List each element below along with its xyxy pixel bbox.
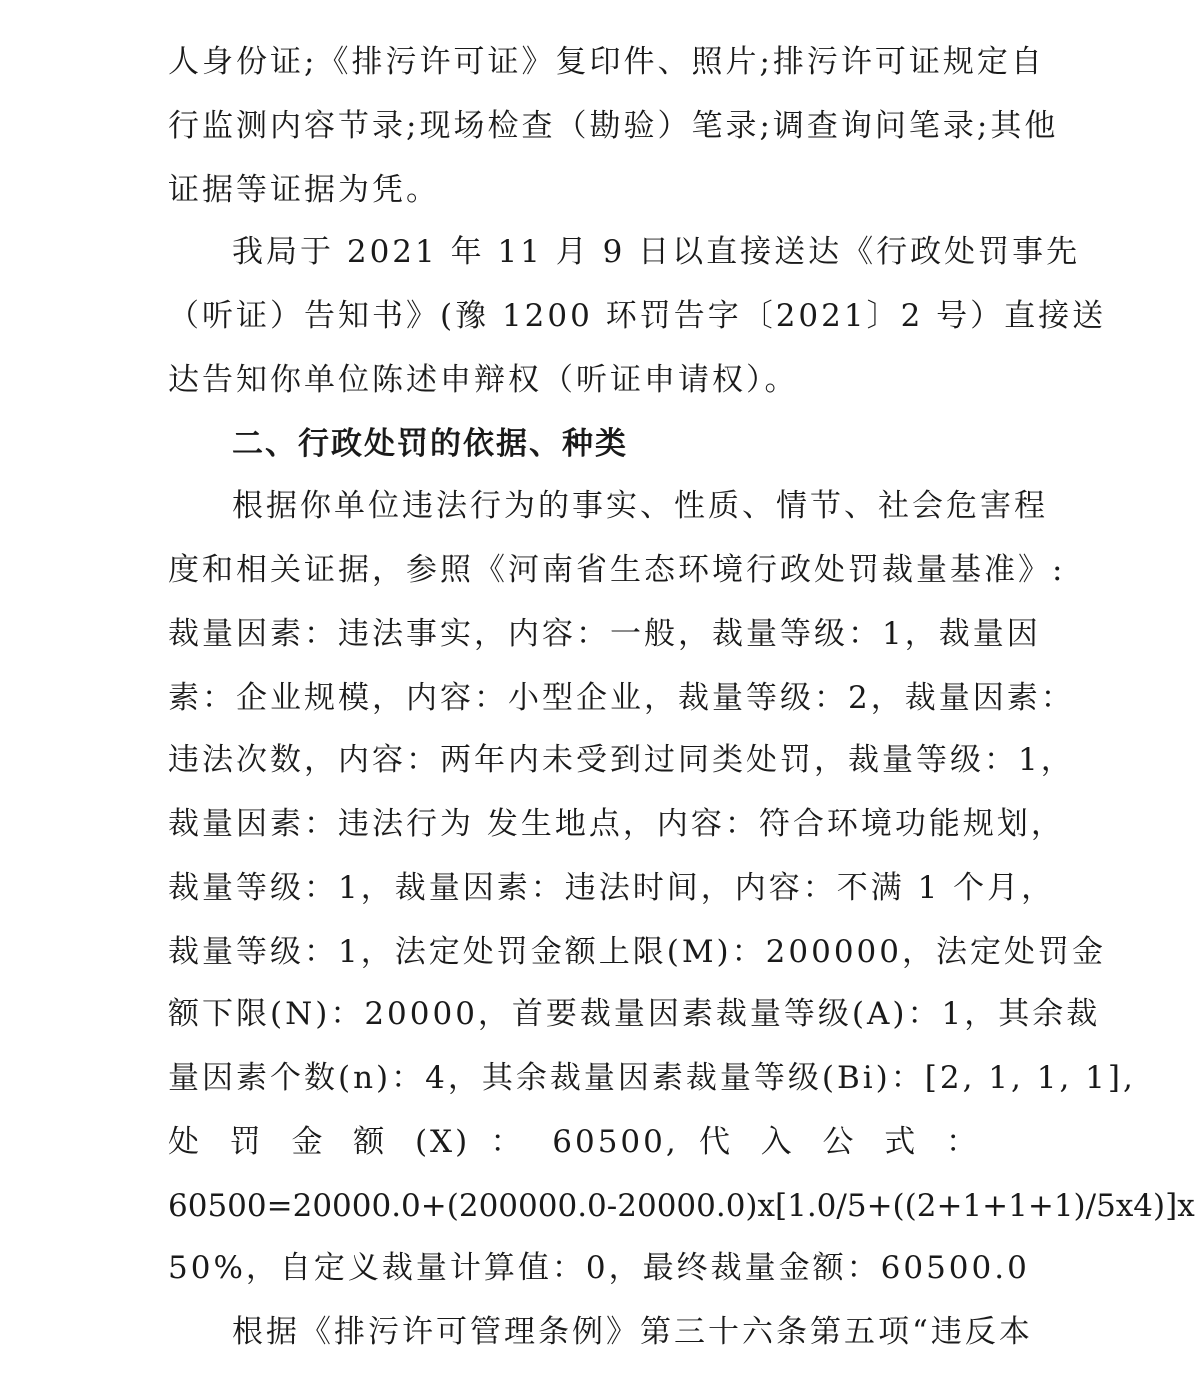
text-line: 证据等证据为凭。 (168, 172, 440, 208)
text-line: 度和相关证据，参照《河南省生态环境行政处罚裁量基准》: (168, 552, 1066, 588)
text-line: 量因素个数(n)：4，其余裁量因素裁量等级(Bi)：[2, 1, 1, 1], (168, 1060, 1136, 1096)
text-line: 违法次数，内容：两年内未受到过同类处罚，裁量等级：1， (168, 742, 1075, 778)
text-line: 裁量等级：1，法定处罚金额上限(M)：200000，法定处罚金 (168, 934, 1106, 970)
text-line: 人身份证;《排污许可证》复印件、照片;排污许可证规定自 (168, 44, 1045, 80)
text-line: 素：企业规模，内容：小型企业，裁量等级：2，裁量因素： (168, 680, 1075, 716)
text-line: （听证）告知书》(豫 1200 环罚告字〔2021〕2 号）直接送 (168, 298, 1107, 334)
formula-line: 60500=20000.0+(200000.0-20000.0)x[1.0/5+((2+1+1+1)/5x4)]x (168, 1188, 1195, 1224)
paragraph-start-line: 我局于 2021 年 11 月 9 日以直接送达《行政处罚事先 (232, 234, 1081, 270)
text-line: 达告知你单位陈述申辩权（听证申请权）。 (168, 362, 799, 398)
text-line: 处 罚 金 额 (X) ： 60500, 代 入 公 式 ： (168, 1124, 980, 1160)
section-heading: 二、行政处罚的依据、种类 (232, 426, 628, 462)
text-line: 裁量因素：违法行为 发生地点，内容：符合环境功能规划， (168, 806, 1065, 842)
text-line: 裁量因素：违法事实，内容：一般，裁量等级：1，裁量因 (168, 616, 1041, 652)
text-line: 50%，自定义裁量计算值：0，最终裁量金额：60500.0 (168, 1250, 1030, 1286)
paragraph-start-line: 根据你单位违法行为的事实、性质、情节、社会危害程 (232, 488, 1048, 524)
text-line: 行监测内容节录;现场检查（勘验）笔录;调查询问笔录;其他 (168, 108, 1059, 144)
text-line: 额下限(N)：20000，首要裁量因素裁量等级(A)：1，其余裁 (168, 996, 1101, 1032)
text-line: 裁量等级：1，裁量因素：违法时间，内容：不满 1 个月， (168, 870, 1056, 906)
paragraph-start-line: 根据《排污许可管理条例》第三十六条第五项“违反本 (232, 1314, 1033, 1350)
